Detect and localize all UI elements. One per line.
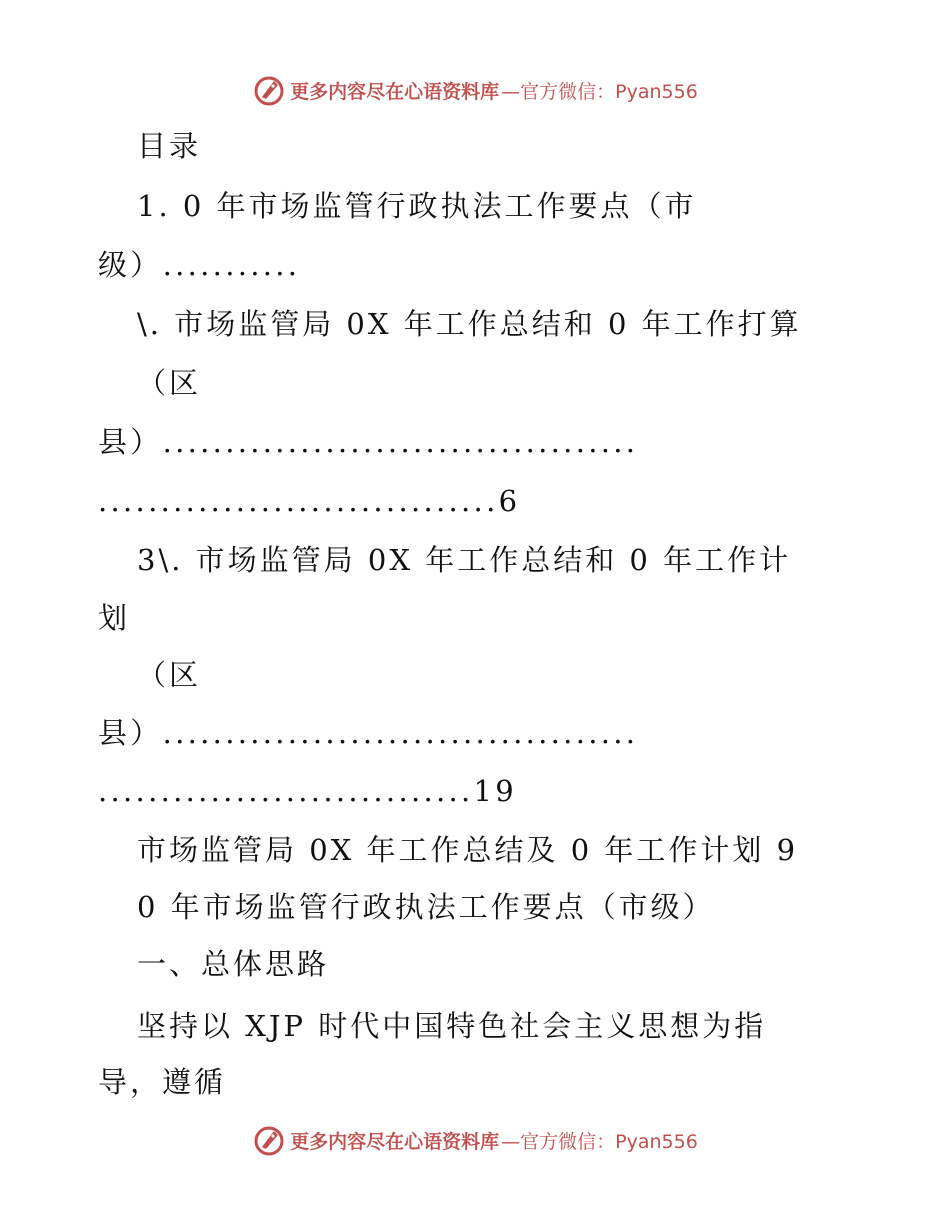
watermark-contact: —官方微信：Pyan556: [501, 1130, 698, 1153]
toc-title: 目录: [137, 129, 202, 163]
toc-entry-1-line-2: 级）...........: [98, 248, 301, 282]
toc-entry-1-line-1: 1. 0 年市场监管行政执法工作要点（市: [137, 189, 697, 223]
toc-entry-3-line-1: 3\. 市场监管局 0X 年工作总结和 0 年工作计: [137, 543, 792, 577]
toc-entry-3-line-5: ..............................19: [98, 774, 518, 808]
toc-entry-2-line-4: ................................6: [98, 484, 521, 518]
watermark-contact: —官方微信：Pyan556: [501, 80, 698, 103]
toc-entry-3-line-4: 县）......................................: [98, 716, 639, 750]
watermark-banner-bottom: [0, 1120, 950, 1160]
toc-entry-4: 市场监管局 0X 年工作总结及 0 年工作计划 9: [137, 833, 799, 867]
toc-entry-3-line-2: 划: [98, 601, 131, 635]
toc-entry-2-line-3: 县）......................................: [98, 425, 639, 459]
paragraph-line-1: 坚持以 XJP 时代中国特色社会主义思想为指: [137, 1009, 767, 1043]
document-heading: 0 年市场监管行政执法工作要点（市级）: [137, 890, 715, 924]
watermark-banner-top: [0, 70, 950, 110]
toc-entry-3-line-3: （区: [137, 658, 202, 692]
pen-nib-logo-icon: [252, 1123, 286, 1157]
section-heading: 一、总体思路: [137, 947, 330, 981]
watermark-text: 更多内容尽在心语资料库: [290, 1130, 500, 1153]
paragraph-line-2: 导，遵循: [98, 1065, 227, 1099]
toc-entry-2-line-2: （区: [137, 366, 202, 400]
toc-entry-2-line-1: \. 市场监管局 0X 年工作总结和 0 年工作打算: [137, 307, 802, 341]
watermark-text: 更多内容尽在心语资料库: [290, 80, 500, 103]
pen-nib-logo-icon: [252, 73, 286, 107]
